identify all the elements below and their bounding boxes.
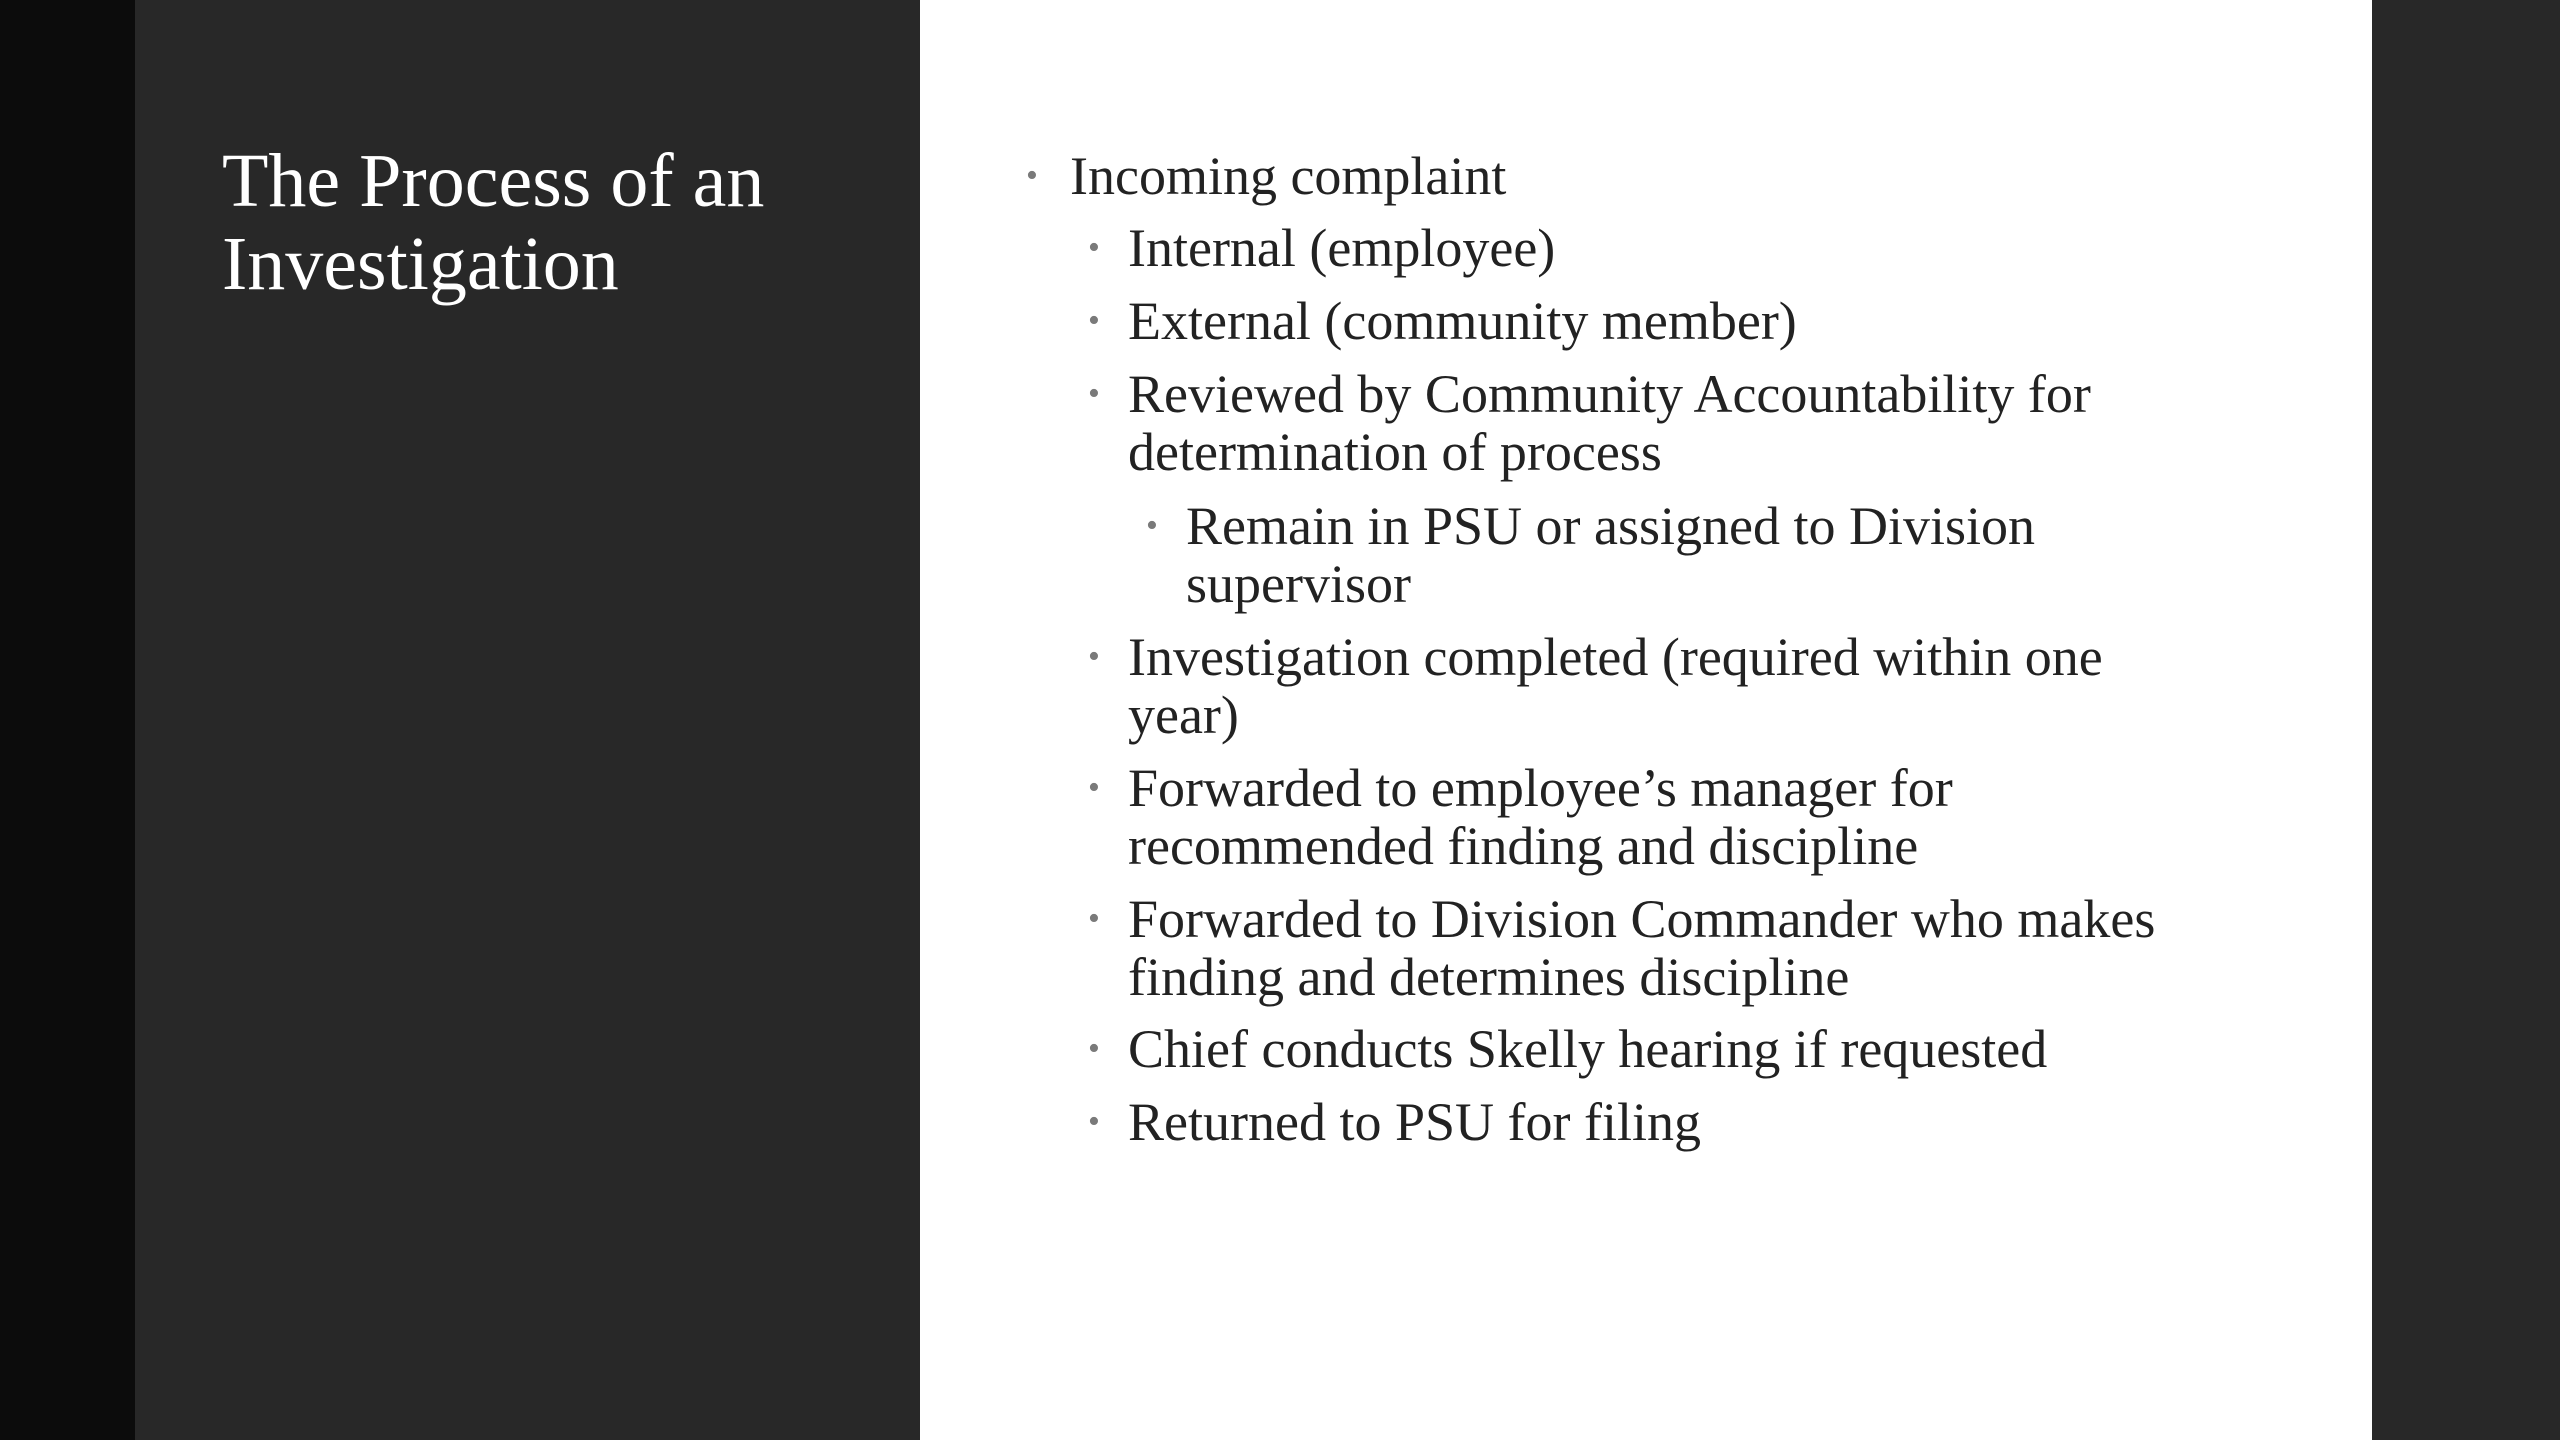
content-panel: [920, 0, 2372, 1440]
bullet-dot-icon: •: [1088, 375, 1100, 412]
bullet-dot-icon: •: [1088, 769, 1100, 806]
bullet-text: Internal (employee): [1128, 218, 1556, 278]
bullet-incoming-complaint: [1026, 146, 2170, 206]
right-dark-strip: [2372, 0, 2560, 1440]
bullet-dot-icon: •: [1088, 638, 1100, 675]
bullet-text: Reviewed by Community Accountability for determination of process: [1128, 364, 2091, 482]
bullet-dot-icon: •: [1146, 507, 1158, 544]
bullet-text: Forwarded to Division Commander who makes finding and determines discipline: [1128, 889, 2156, 1007]
bullet-text: Chief conducts Skelly hearing if requested: [1128, 1019, 2048, 1079]
bullet-forwarded-commander: [1088, 889, 2208, 1007]
bullet-text: Remain in PSU or assigned to Division supervisor: [1186, 496, 2035, 614]
bullet-dot-icon: •: [1088, 900, 1100, 937]
bullet-text: Returned to PSU for filing: [1128, 1092, 1701, 1152]
bullet-dot-icon: •: [1088, 229, 1100, 266]
bullet-external: [1088, 291, 2208, 351]
bullet-dot-icon: •: [1088, 1103, 1100, 1140]
bullet-dot-icon: •: [1088, 302, 1100, 339]
bullet-returned-to-psu: [1088, 1092, 2208, 1152]
bullet-text: External (community member): [1128, 291, 1797, 351]
bullet-text: Forwarded to employee’s manager for recommended finding and discipline: [1128, 758, 1953, 876]
bullet-text: Incoming complaint: [1070, 146, 1507, 206]
bullet-dot-icon: •: [1088, 1030, 1100, 1067]
bullet-forwarded-manager: [1088, 758, 2208, 876]
title-panel: [135, 0, 920, 1440]
left-dark-strip: [0, 0, 135, 1440]
bullet-internal: [1088, 218, 2208, 278]
bullet-reviewed: [1088, 364, 2208, 482]
slide-title: The Process of an Investigation: [222, 139, 765, 306]
bullet-investigation-completed: [1088, 627, 2208, 745]
bullet-list: [920, 0, 2372, 1440]
bullet-remain-in-psu: [1146, 496, 2196, 614]
bullet-skelly-hearing: [1088, 1019, 2208, 1079]
bullet-text: Investigation completed (required within one year): [1128, 627, 2103, 745]
bullet-dot-icon: •: [1026, 157, 1038, 194]
